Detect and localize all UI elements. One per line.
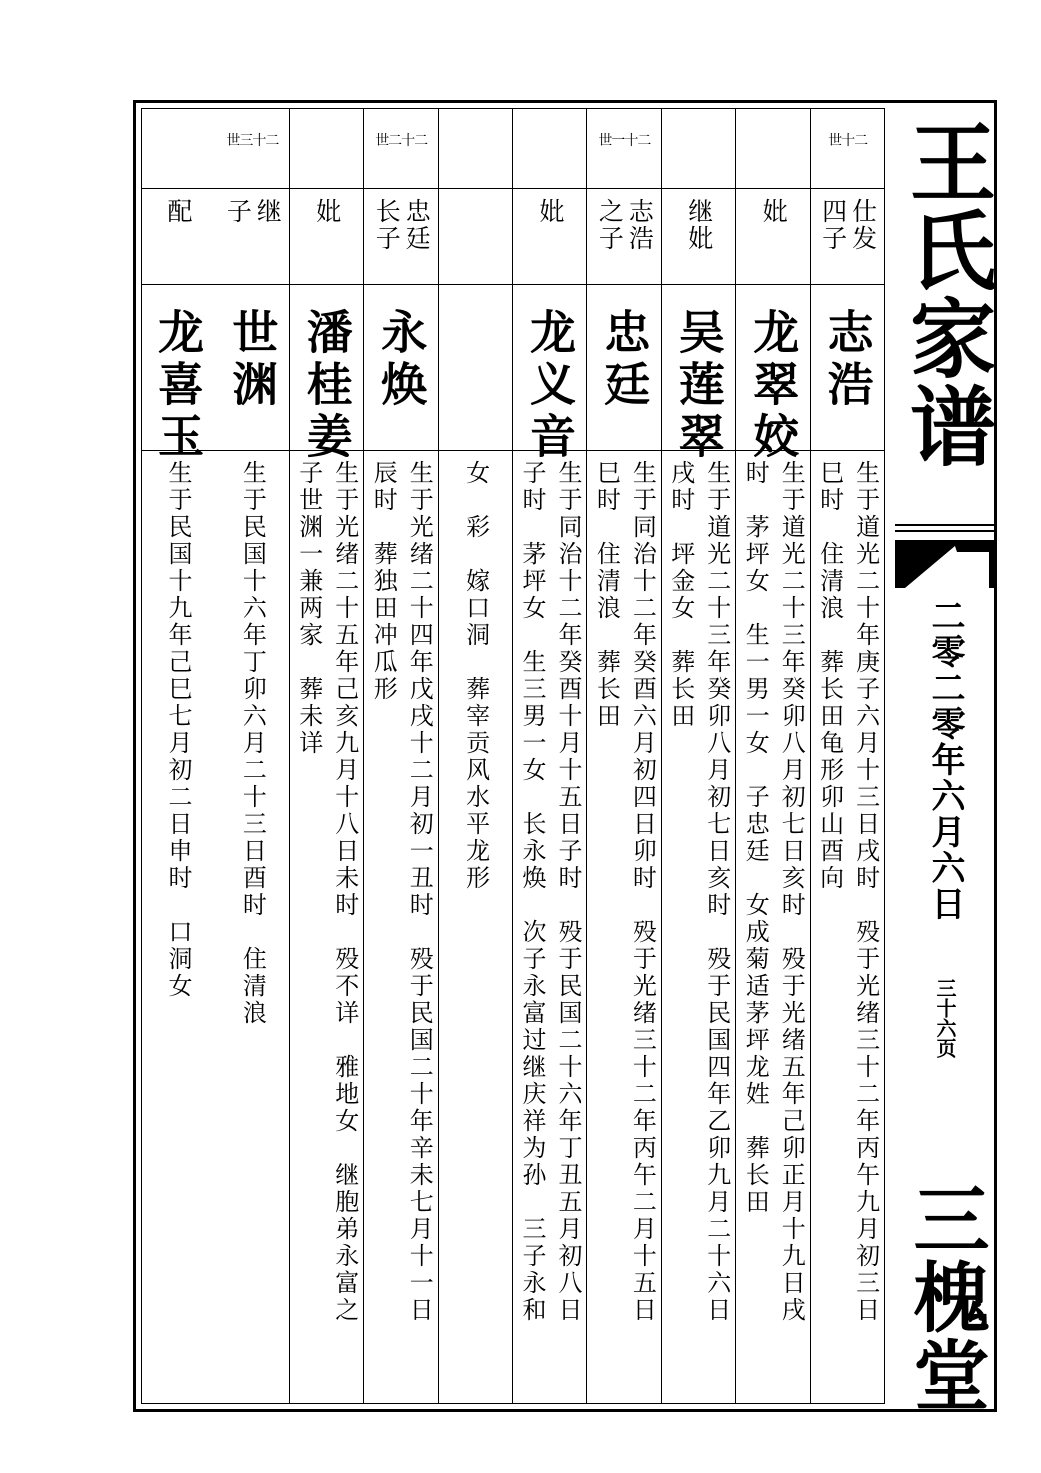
biography [364, 460, 438, 1400]
entry-column [439, 108, 513, 1404]
relation-text: 之子 [595, 198, 625, 252]
generation-label: 世十二 [828, 133, 868, 149]
biography-line: 生于同治十二年癸酉十月十五日子时 殁于民国二十六年丁丑五月初八日 [554, 460, 582, 1324]
entry-column [736, 108, 810, 1404]
biography [736, 460, 810, 1400]
relation-text: 长子 [372, 198, 402, 252]
person-name-text: 龙义音 [523, 308, 577, 464]
title-rule-2 [895, 530, 995, 532]
generation-label: 世一十二 [598, 133, 651, 149]
entry-column [513, 108, 587, 1404]
entry-column [290, 108, 364, 1404]
relation-text: 妣 [759, 198, 789, 225]
person-name [290, 308, 364, 464]
biography [439, 460, 513, 1400]
person-name-text: 永焕 [374, 308, 429, 412]
person-name-text: 龙喜玉 [151, 308, 205, 464]
biography-line: 时 茅坪女 生一男一女 子忠廷 女成菊适茅坪龙姓 葬长田 [741, 460, 770, 1216]
hall-name: 三槐堂 [901, 1180, 990, 1414]
banner-ornament [895, 540, 995, 588]
biography-line: 生于同治十二年癸酉六月初四日卯时 殁于光绪三十二年丙午二月十五日 [628, 460, 657, 1324]
person-name [662, 308, 736, 464]
biography-line: 生于民国十六年丁卯六月二十三日酉时 住清浪 [238, 460, 267, 1027]
relation-label [364, 198, 438, 288]
biography-line: 生于道光二十年庚子六月十三日戌时 殁于光绪三十二年丙午九月初三日 [851, 460, 880, 1324]
person-name-text: 世渊 [225, 308, 280, 412]
biography [290, 460, 364, 1400]
biography-line: 生于道光二十三年癸卯八月初七日亥时 殁于民国四年乙卯九月二十六日 [702, 460, 731, 1324]
person-name-text: 吴莲翠 [671, 308, 726, 464]
entry-column [141, 108, 215, 1404]
relation-label [662, 198, 736, 288]
publication-date: 二零二零年六月六日 [925, 598, 965, 922]
person-name [736, 308, 810, 464]
relation-text: 配 [164, 198, 193, 225]
person-name-text: 潘桂姜 [299, 308, 354, 464]
person-name [364, 308, 438, 412]
person-name-text: 忠廷 [597, 308, 652, 412]
biography [811, 460, 885, 1400]
biography-line: 辰时 葬独田冲瓜形 [369, 460, 398, 703]
biography-line: 子时 茅坪女 生三男一女 长永焕 次子永富过继庆祥为孙 三子永和 [518, 460, 546, 1324]
person-name [587, 308, 661, 412]
relation-label [290, 198, 364, 288]
generation-label: 世二十二 [375, 133, 428, 149]
genealogy-title [895, 118, 995, 470]
biography [662, 460, 736, 1400]
title-rule-1 [895, 524, 995, 526]
relation-text: 仕发 [848, 198, 878, 252]
relation-label [736, 198, 810, 288]
relation-text: 忠廷 [402, 198, 432, 252]
relation-label [141, 198, 215, 288]
biography [513, 460, 587, 1400]
entry-column [364, 108, 438, 1404]
relation-text: 志浩 [625, 198, 655, 252]
relation-label [811, 198, 885, 288]
generation-label: 世三十二 [226, 133, 279, 149]
page-number: 三十六页 [933, 978, 957, 1058]
entry-column [215, 108, 289, 1404]
biography-line: 巳时 住清浪 葬长田 [592, 460, 621, 730]
person-name-text: 龙翠姣 [746, 308, 801, 464]
biography [587, 460, 661, 1400]
biography-line: 戌时 坪金女 葬长田 [666, 460, 695, 730]
relation-text: 继妣 [684, 198, 714, 252]
entry-column [811, 108, 885, 1404]
relation-text: 妣 [312, 198, 342, 225]
relation-text: 妣 [536, 198, 565, 225]
person-name [811, 308, 885, 412]
biography-line: 生于光绪二十五年己亥九月十八日未时 殁不详 雅地女 继胞弟永富之 [330, 460, 359, 1324]
relation-text: 继 [253, 198, 283, 225]
title-text: 王氏家谱 [895, 118, 996, 470]
biography [215, 460, 289, 1400]
genealogy-table [141, 108, 885, 1404]
biography [141, 460, 215, 1400]
biography-line: 女 彩 嫁口洞 葬宰贡风水平龙形 [461, 460, 490, 892]
person-name [215, 308, 289, 412]
person-name-text: 志浩 [820, 308, 875, 412]
biography-line: 生于民国十九年己巳七月初二日申时 口洞女 [164, 460, 192, 1000]
relation-label [439, 198, 513, 288]
biography-line: 巳时 住清浪 葬长田龟形卯山酉向 [815, 460, 844, 892]
biography-line: 子世渊一兼两家 葬未详 [294, 460, 323, 757]
relation-text: 子 [223, 198, 253, 225]
relation-label [587, 198, 661, 288]
biography-line: 生于光绪二十四年戊戌十二月初一丑时 殁于民国二十年辛未七月十一日 [405, 460, 434, 1324]
person-name [513, 308, 587, 464]
relation-label [215, 198, 289, 288]
person-name [141, 308, 215, 464]
relation-label [513, 198, 587, 288]
entry-column [587, 108, 661, 1404]
relation-text: 四子 [818, 198, 848, 252]
biography-line: 生于道光二十三年癸卯八月初七日亥时 殁于光绪五年己卯正月十九日戌 [777, 460, 806, 1324]
entry-column [662, 108, 736, 1404]
